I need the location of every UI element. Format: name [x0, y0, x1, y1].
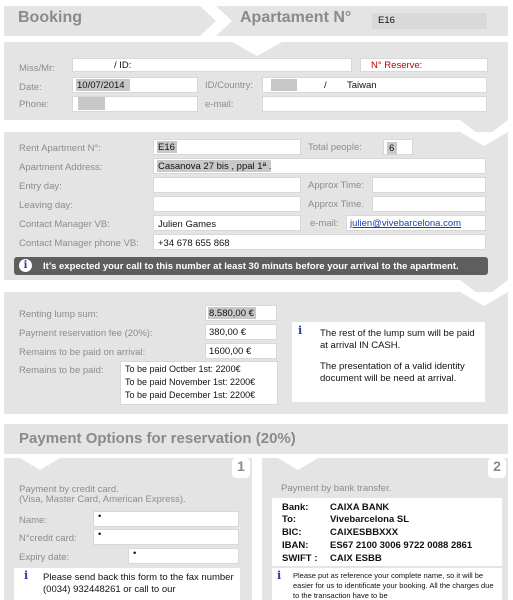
phone-label: Phone:	[19, 99, 50, 110]
approx-time-label-2: Approx Time.	[308, 199, 364, 210]
card-number-label: N°credit card:	[19, 533, 77, 544]
info-icon: i	[19, 259, 32, 272]
miss-mr-label: Miss/Mr:	[19, 63, 55, 74]
leaving-time-field[interactable]	[372, 196, 486, 212]
expiry-label: Expiry date:	[19, 552, 70, 563]
info-icon: i	[298, 324, 303, 337]
payment-notch	[460, 292, 508, 306]
card-name-label: Name:	[19, 515, 47, 526]
reserve-label: N° Reserve:	[371, 60, 423, 71]
date-label: Date:	[19, 82, 42, 93]
card-number-field[interactable]	[93, 529, 239, 545]
payment-info-2: The presentation of a valid identity document will be need at arrival.	[320, 361, 465, 384]
remains-label: Remains to be paid:	[19, 365, 104, 376]
address-value: Casanova 27 bis , ppal 1ª .	[158, 161, 272, 172]
entry-time-field[interactable]	[372, 177, 486, 193]
fee-label: Payment reservation fee (20%):	[19, 328, 153, 339]
entry-field[interactable]	[153, 177, 301, 193]
contact-email-label: e-mail:	[310, 218, 339, 229]
expiry-field[interactable]	[128, 548, 239, 564]
approx-time-label-1: Approx Time:	[308, 180, 364, 191]
id-separator: / ID:	[114, 60, 132, 71]
options-title: Payment Options for reservation (20%)	[19, 430, 296, 447]
header-arrow	[200, 6, 232, 36]
option-number-2: 2	[488, 458, 506, 478]
to-value: Vivebarcelona SL	[330, 514, 410, 525]
arrival-value: 1600,00 €	[209, 346, 252, 357]
apartment-title: Apartament N°	[240, 9, 352, 26]
id-country-label: ID/Country:	[205, 80, 254, 91]
info-icon: i	[277, 569, 282, 582]
contact-email-link[interactable]: julien@vivebarcelona.com	[350, 218, 462, 229]
schedule-line-3: To be paid December 1st: 2200€	[125, 390, 256, 400]
apartment-number-value: E16	[378, 15, 395, 26]
apartment-notch	[460, 132, 508, 146]
bic-key: BIC:	[282, 527, 302, 538]
option-number-1: 1	[232, 458, 250, 478]
contact-value: Julien Games	[158, 219, 217, 230]
booking-title: Booking	[18, 9, 82, 26]
bank-key: Bank:	[282, 502, 309, 513]
address-label: Apartment Address:	[19, 162, 103, 173]
bic-value: CAIXESBBXXX	[330, 527, 399, 538]
bank-note: Please put as reference your complete name, so it will be easier for us to identificate your booking. All the charges due to the transaction have to be	[293, 571, 494, 600]
bank-intro: Payment by bank transfer.	[281, 483, 392, 494]
iban-value: ES67 2100 3006 9722 0088 2861	[330, 540, 473, 551]
card-intro-types: (Visa, Master Card, American Express).	[19, 494, 186, 505]
leaving-label: Leaving day:	[19, 200, 73, 211]
schedule-line-2: To be paid November 1st: 2200€	[125, 377, 256, 387]
country-value: Taiwan	[347, 80, 377, 91]
lump-value: 8.580,00 €	[209, 308, 254, 319]
people-value: 6	[389, 143, 395, 154]
leaving-field[interactable]	[153, 196, 301, 212]
bank-panel-notch	[278, 458, 318, 470]
manager-phone-value: +34 678 655 868	[158, 238, 230, 249]
card-panel-notch	[20, 458, 60, 470]
id-redacted	[271, 79, 297, 91]
lump-label: Renting lump sum:	[19, 309, 99, 320]
schedule-line-1: To be paid Octber 1st: 2200€	[125, 364, 241, 374]
call-notice-text: It’s expected your call to this number at least 30 minuts before your arrival to the apartment.	[43, 261, 459, 272]
payment-info-1: The rest of the lump sum will be paid at arrival IN CASH.	[320, 328, 475, 351]
card-intro: Payment by credit card.	[19, 484, 119, 495]
rent-value: E16	[158, 142, 175, 153]
guest-notch	[232, 42, 282, 56]
arrival-label: Remains to be paid on arrival:	[19, 347, 146, 358]
card-note: Please send back this form to the fax number (0034) 932448261 or call to our	[43, 572, 234, 595]
expiry-dot: •	[133, 548, 137, 559]
card-number-dot: •	[98, 529, 102, 540]
to-key: To:	[282, 514, 297, 525]
email-field[interactable]	[262, 96, 487, 112]
card-name-field[interactable]	[93, 511, 239, 527]
bank-value: CAIXA BANK	[330, 502, 390, 513]
rent-label: Rent Apartment N°:	[19, 143, 101, 154]
contact-label: Contact Manager VB:	[19, 219, 110, 230]
people-label: Total people:	[308, 142, 362, 153]
manager-phone-label: Contact Manager phone VB:	[19, 238, 139, 249]
info-icon: i	[24, 569, 29, 582]
card-name-dot: •	[98, 511, 102, 522]
email-label: e-mail:	[205, 99, 234, 110]
country-separator: /	[324, 80, 327, 91]
phone-redacted	[78, 97, 105, 110]
swift-key: SWIFT :	[282, 553, 318, 564]
date-value: 10/07/2014	[77, 80, 125, 91]
fee-value: 380,00 €	[209, 327, 246, 338]
iban-key: IBAN:	[282, 540, 309, 551]
entry-label: Entry day:	[19, 181, 62, 192]
swift-value: CAIX ESBB	[330, 553, 382, 564]
